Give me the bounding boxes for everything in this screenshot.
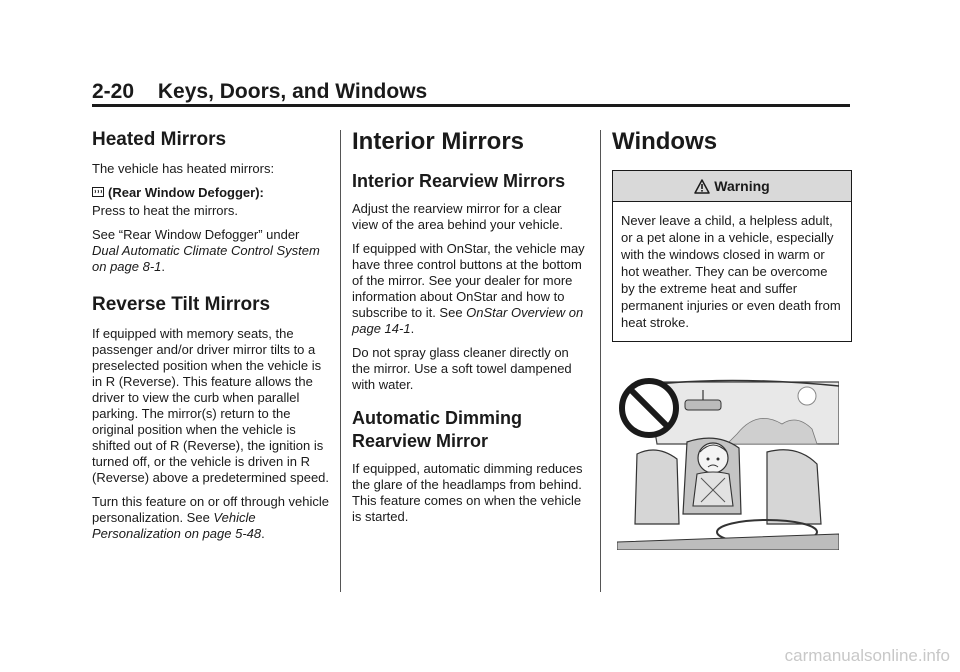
reverse-tilt-text: If equipped with memory seats, the passenger and/or driver mirror tilts to a preselected position when the vehicle is in R (Reverse). This feature allows the driver to view the curb when parallel parking. The mirror(s) return to the original position when the vehicle is shifted out of R (Reverse), the ignition is turned off, or the vehicle is driven in R (Reverse) above a predetermined speed. (92, 326, 330, 485)
column-divider (600, 130, 601, 592)
onstar-ref: OnStar Overview on page 14-1 (352, 305, 584, 336)
rearview-heading: Interior Rearview Mirrors (352, 171, 566, 191)
see-suffix: . (161, 259, 166, 274)
turn-suffix: . (261, 526, 265, 541)
warning-box (612, 170, 852, 342)
defogger-paragraph (92, 185, 330, 219)
see-defogger-paragraph (92, 227, 330, 275)
defogger-text: Press to heat the mirrors. (92, 203, 238, 218)
personalization-ref: Vehicle Personalization on page 5-48 (92, 510, 262, 541)
section-title: Keys, Doors, and Windows (157, 80, 428, 103)
heated-mirrors-heading: Heated Mirrors (92, 129, 227, 150)
auto-dimming-text: If equipped, automatic dimming reduces the glare of the headlamps from behind. This feature comes on when the vehicle is started. (352, 461, 583, 524)
onstar-prefix: If equipped with OnStar, the vehicle may have three control buttons at the bottom of the mirror. See your dealer for more information about OnStar and how to subscribe to it. See (352, 241, 585, 320)
rearview-p3: Do not spray glass cleaner directly on the mirror. Use a soft towel dampened with water. (352, 345, 572, 392)
column-3 (612, 128, 852, 342)
interior-mirrors-heading: Interior Mirrors (352, 128, 525, 155)
column-divider (340, 130, 341, 592)
defogger-label: (Rear Window Defogger): (108, 185, 264, 200)
turn-prefix: Turn this feature on or off through vehicle personalization. See (92, 494, 330, 525)
see-prefix: See “Rear Window Defogger” under (92, 227, 300, 242)
no-symbol-icon (622, 381, 676, 435)
warning-triangle-icon (694, 179, 710, 194)
windows-heading: Windows (612, 128, 718, 155)
onstar-suffix: . (410, 321, 415, 336)
rear-defogger-icon (92, 187, 104, 203)
child-in-car-illustration (617, 374, 839, 550)
column-1 (92, 128, 330, 550)
watermark: carmanualsonline.info (784, 646, 950, 665)
header-rule (92, 104, 850, 107)
warning-text: Never leave a child, a helpless adult, or a pet alone in a vehicle, especially with the windows closed in warm or hot weather. They can be overcome by the extreme heat and suffer permanent injuries or even death from heat stroke. (621, 213, 841, 330)
warning-body (613, 202, 851, 341)
page-number: 2-20 (92, 80, 135, 103)
warning-header (613, 171, 851, 202)
rearview-p2 (352, 241, 590, 337)
climate-control-ref: Dual Automatic Climate Control System on page 8-1 (92, 243, 320, 274)
auto-dimming-heading: Automatic Dimming Rearview Mirror (352, 408, 523, 451)
page-header (92, 80, 427, 104)
rearview-p1: Adjust the rearview mirror for a clear view of the area behind your vehicle. (352, 201, 564, 232)
personalization-paragraph (92, 494, 330, 542)
reverse-tilt-heading: Reverse Tilt Mirrors (92, 294, 271, 315)
heated-intro: The vehicle has heated mirrors: (92, 161, 275, 176)
column-2 (352, 128, 590, 533)
warning-label: Warning (714, 178, 770, 194)
